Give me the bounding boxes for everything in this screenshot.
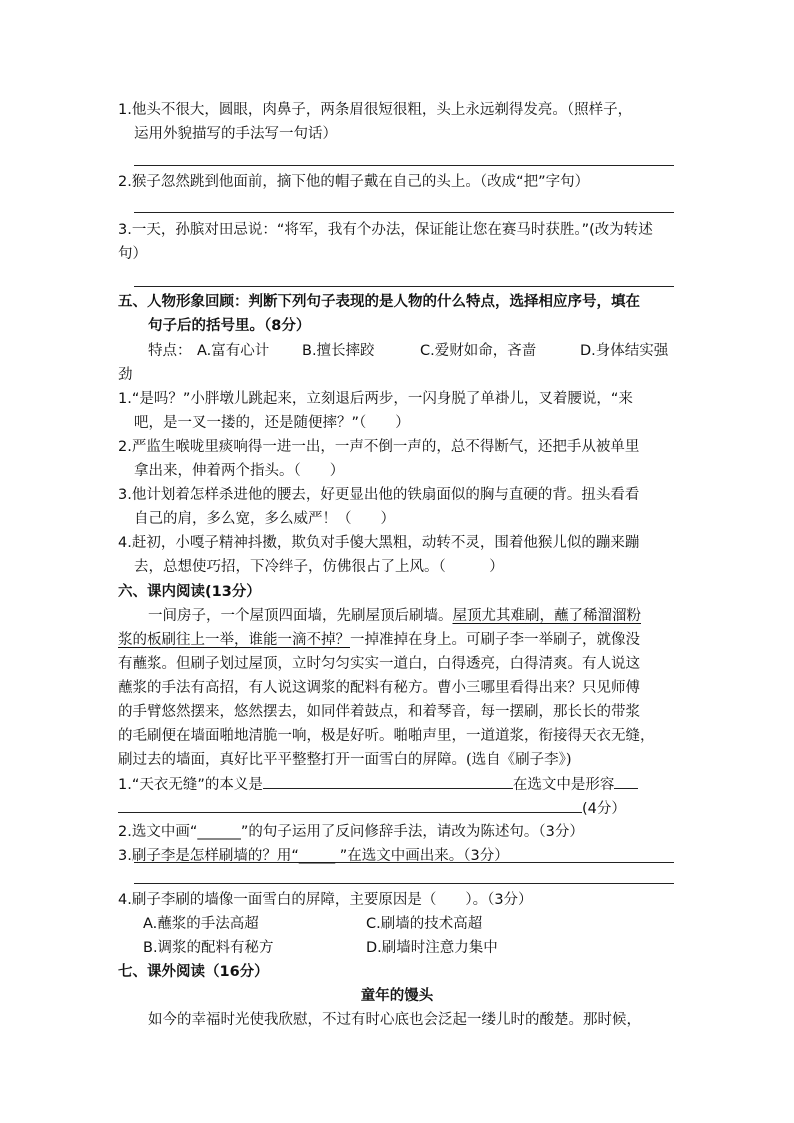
passage-line1 [148,606,641,626]
passage-text: 一掉准掉在身上。可刷子李一举刷子，就像没 [350,632,640,648]
s5-item3-line1: 3.他计划着怎样杀进他的腰去，好更显出他的铁扇面似的胸与直硬的背。扭头看看 [118,487,640,503]
s6-q3: 3.刷子李是怎样刷墙的？用“_____ ”在选文中画出来。（3分） [118,848,509,864]
s6-q1-start: 1.“天衣无缝”的本义是 [118,777,263,793]
underlined-sentence: 屋顶尤其难刷，蘸了稀溜溜粉 [452,608,641,624]
answer-line[interactable] [134,286,674,287]
s5-item1-line1: 1.“是吗？”小胖墩儿跳起来，立刻退后两步，一闪身脱了单褂儿，叉着腰说，“来 [118,391,633,407]
q4-item1-line2: 运用外貌描写的手法写一句话） [134,126,337,142]
passage-line7: 刷过去的墙面，真好比平平整整打开一面雪白的屏障。(选自《刷子李》) [118,752,572,768]
answer-line[interactable] [134,212,674,213]
passage-line2 [118,630,640,650]
option-d[interactable]: D.刷墙时注意力集中 [366,940,498,956]
s6-q1-mid: 在选文中是形容 [512,777,615,793]
trait-a: A.富有心计 [197,343,270,359]
passage-line4: 蘸浆的手法有高招，有人说这调浆的配料有秘方。曹小三哪里看得出来？只见师傅 [118,680,640,696]
answer-blank[interactable] [614,774,638,789]
s5-item2-line1: 2.严监生喉咙里痰响得一进一出，一声不倒一声的，总不得断气，还把手从被单里 [118,439,640,455]
s5-item3-line2: 自己的肩，多么宽，多么威严！（ ） [134,511,395,527]
answer-line[interactable] [134,883,674,884]
s6-q1-line1 [118,774,638,795]
q4-item2: 2.猴子忽然跳到他面前，摘下他的帽子戴在自己的头上。（改成“把”字句） [118,174,590,190]
passage-line5: 的手臂悠然摆来，悠然摆去，如同伴着鼓点，和着琴音，每一摆刷，那长长的带浆 [118,704,640,720]
s5-item2-line2: 拿出来，伸着两个指头。（ ） [134,463,345,479]
option-c[interactable]: C.刷墙的技术高超 [366,916,483,932]
passage-text: 一间房子，一个屋顶四面墙，先刷屋顶后刷墙。 [148,608,453,624]
q4-item3-line1: 3.一天，孙膑对田忌说：“将军，我有个办法，保证能让您在赛马时获胜。”(改为转述 [118,222,653,238]
s5-item4-line1: 4.赶初，小嘎子精神抖擞，欺负对手傻大黑粗，动转不灵，围着他猴儿似的蹦来蹦 [118,535,640,551]
s5-item4-line2: 去，总想使巧招，下冷绊子，仿佛很占了上风。（ ） [134,559,504,575]
s6-q1-score: (4分） [582,801,626,817]
answer-blank[interactable] [118,798,582,813]
trait-d: D.身体结实强 [580,343,669,359]
trait-b: B.擅长摔跤 [302,343,375,359]
traits-label: 特点： [148,343,192,359]
s5-item1-line2: 吧，是一叉一搂的，还是随便摔？”（ ） [134,415,410,431]
section5-heading-line2: 句子后的括号里。（8分） [148,318,311,334]
underlined-sentence: 浆的板刷往上一举，谁能一滴不掉？ [118,632,350,648]
option-a[interactable]: A.蘸浆的手法高超 [143,916,259,932]
section7-heading: 七、课外阅读（16分） [118,964,269,980]
section5-heading-line1: 五、人物形象回顾：判断下列句子表现的是人物的什么特点，选择相应序号，填在 [118,294,640,310]
passage-line6: 的毛刷便在墙面啪地清脆一响，极是好听。啪啪声里，一道道浆，衔接得天衣无缝， [118,728,655,744]
s6-q1-line2 [118,798,626,819]
q4-item1-line1: 1.他头不很大，圆眼，肉鼻子，两条眉很短很粗，头上永远剃得发亮。（照样子， [118,102,633,118]
answer-line[interactable] [134,165,674,166]
s6-q2: 2.选文中画“______”的句子运用了反问修辞手法，请改为陈述句。（3分） [118,824,584,840]
passage-line3: 有蘸浆。但刷子划过屋顶，立时匀匀实实一道白，白得透亮，白得清爽。有人说这 [118,656,640,672]
q4-item3-line2: 句） [118,246,147,262]
answer-blank[interactable] [263,774,513,789]
trait-d-wrap: 劲 [118,367,133,383]
trait-c: C.爱财如命，吝啬 [420,343,537,359]
article-title: 童年的馒头 [360,988,434,1004]
s6-q4: 4.刷子李刷的墙像一面雪白的屏障，主要原因是（ ）。（3分） [118,892,533,908]
section6-heading: 六、课内阅读(13分） [118,584,261,600]
option-b[interactable]: B.调浆的配料有秘方 [143,940,274,956]
article-line1: 如今的幸福时光使我欣慰，不过有时心底也会泛起一缕儿时的酸楚。那时候， [148,1012,641,1028]
